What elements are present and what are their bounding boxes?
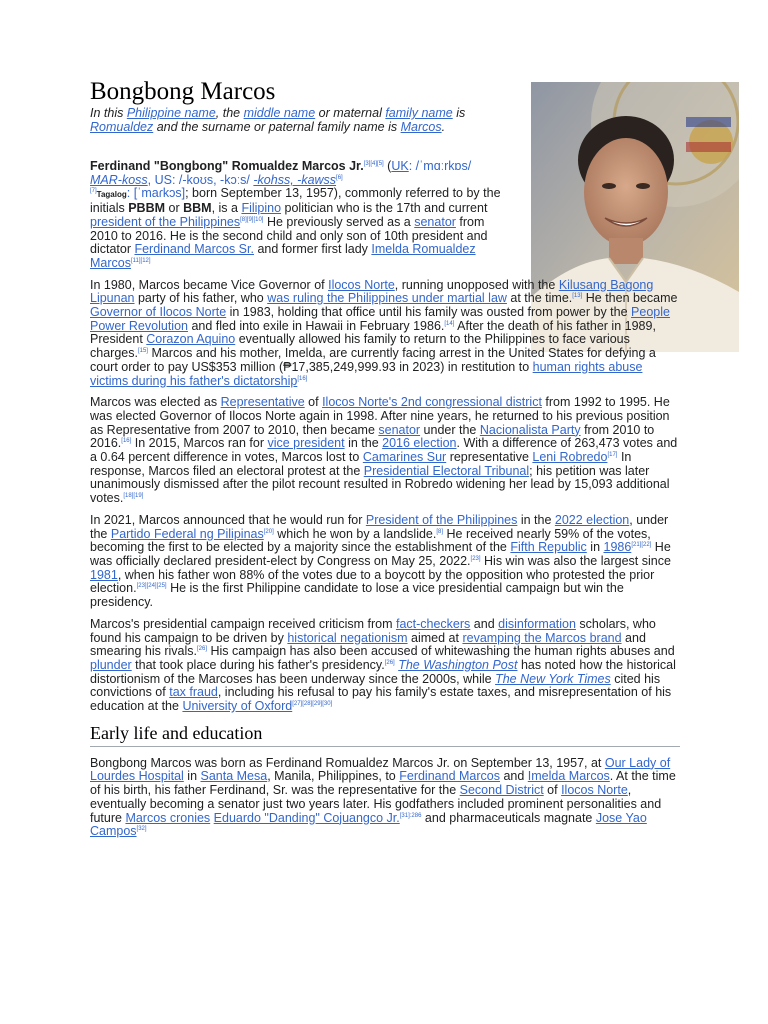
link[interactable]: senator xyxy=(378,422,421,437)
citation[interactable]: [13] xyxy=(572,293,583,300)
text: . With a difference of 263,473 votes and a 0.64 percent difference in votes, Marcos lost to xyxy=(90,436,678,465)
text: Marcos and his mother, Imelda, are currently facing arrest in the United States for defying a court order to pay US$353 million (₱17,385,249,999.93 in 2023) in restitution to xyxy=(90,346,656,374)
text: He then became xyxy=(582,291,678,306)
link[interactable]: Santa Mesa xyxy=(200,769,268,784)
text: in xyxy=(183,769,201,784)
text: at the time. xyxy=(506,291,573,306)
text: in the xyxy=(344,436,383,451)
text: , Manila, Philippines, to xyxy=(267,769,400,784)
text: representative xyxy=(446,450,533,465)
initials: PBBM xyxy=(128,201,166,216)
link[interactable]: plunder xyxy=(90,657,132,672)
link-romualdez[interactable]: Romualdez xyxy=(90,120,154,134)
citation[interactable]: [21][22] xyxy=(631,542,652,549)
text: and xyxy=(470,616,499,631)
text: and fled into exile in Hawaii in February 1986. xyxy=(187,318,445,333)
link[interactable]: Marcos cronies xyxy=(125,810,211,825)
link-middle-name[interactable]: middle name xyxy=(243,106,316,120)
text: from 1992 to 1995. He was elected Governor of Ilocos Norte again in 1998. After nine years, he returned to his previous position as Representative from 2007 to 2010, then became xyxy=(90,395,670,437)
text: from 2010 to 2016. xyxy=(90,422,655,451)
text: , eventually becoming a senator just two years later. His godfathers included prominent personalities and future xyxy=(90,783,662,825)
link[interactable]: Jose Yao Campos xyxy=(90,810,647,839)
link-marcos[interactable]: Marcos xyxy=(400,120,442,134)
link[interactable]: Nacionalista Party xyxy=(479,422,581,437)
link[interactable]: Presidential Electoral Tribunal xyxy=(363,463,530,478)
link[interactable]: Ilocos Norte's 2nd congressional district xyxy=(322,395,542,410)
text: politician who is the 17th and current xyxy=(281,201,488,216)
respelling[interactable]: -kohss, -kawss xyxy=(253,172,337,187)
link-ferdinand-marcos-sr[interactable]: Ferdinand Marcos Sr. xyxy=(134,242,254,257)
text: , running unopposed with the xyxy=(394,277,559,292)
text: and smearing his rivals. xyxy=(90,630,646,659)
citation[interactable]: [26] xyxy=(384,659,395,666)
initials: BBM xyxy=(183,201,212,216)
citation[interactable]: [6] xyxy=(336,174,343,181)
text: ( xyxy=(383,159,392,173)
text: He is the first Philippine candidate to lose a vice presidential campaign but win the presidency. xyxy=(90,581,624,610)
pronunciation[interactable]: , US: /-koʊs, -kɔːs/ xyxy=(147,172,254,187)
link[interactable]: 2016 election xyxy=(382,436,457,451)
link[interactable]: human rights abuse victims during his father's dictatorship xyxy=(90,359,643,388)
link-filipino[interactable]: Filipino xyxy=(241,201,282,216)
text: Marcos was elected as xyxy=(90,395,221,410)
citation[interactable]: [18][19] xyxy=(123,493,144,500)
citation[interactable]: [8][9][10] xyxy=(240,216,264,223)
text: , when his father won 88% of the votes due to a boycott by the opposition who protested the prior election. xyxy=(90,567,655,596)
link[interactable]: revamping the Marcos brand xyxy=(462,630,622,645)
link-president[interactable]: president of the Philippines xyxy=(90,214,241,229)
citation[interactable]: [16] xyxy=(121,438,132,445)
link[interactable]: Ferdinand Marcos xyxy=(399,769,500,784)
text: , under the xyxy=(90,512,669,541)
hatnote xyxy=(90,106,470,134)
pronunciation[interactable]: : /ˈmɑːrkɒs/ xyxy=(408,159,472,173)
citation[interactable]: [17] xyxy=(607,451,618,458)
article-body xyxy=(90,78,680,847)
citation[interactable]: [5] xyxy=(377,160,384,167)
text: in xyxy=(586,540,604,555)
citation[interactable]: [3][4] xyxy=(363,160,378,167)
text: party of his father, who xyxy=(134,291,268,306)
text: in 1983, holding that office until his family was ousted from power by the xyxy=(226,305,632,320)
respelling[interactable]: MAR-koss xyxy=(90,172,148,187)
text: . At the time of his birth, his father Ferdinand, Sr. was the representative for the xyxy=(90,769,676,798)
link-family-name[interactable]: family name xyxy=(385,106,453,120)
text: of xyxy=(304,395,323,410)
text: He was officially declared president-elect by Congress on May 25, 2022. xyxy=(90,540,671,568)
paragraph-4 xyxy=(90,514,680,610)
text: that took place during his father's presidency. xyxy=(131,657,385,672)
paragraph-5 xyxy=(90,618,680,714)
citation[interactable]: [26] xyxy=(196,646,207,653)
link[interactable]: Leni Robredo xyxy=(532,450,608,465)
link[interactable]: President of the Philippines xyxy=(365,512,518,527)
link[interactable]: University of Oxford xyxy=(182,699,293,714)
citation[interactable]: [23][24][25] xyxy=(136,583,167,590)
text: He received nearly 59% of the votes, becoming the first to be elected by a majority since the establishment of the xyxy=(90,526,651,555)
link-senator[interactable]: senator xyxy=(414,214,456,229)
citation[interactable]: [32] xyxy=(136,826,147,833)
citation[interactable]: [15] xyxy=(137,347,148,354)
text: and former first lady xyxy=(253,242,372,257)
text: He previously served as a xyxy=(263,214,415,229)
text: has noted how the historical distortionism of the Marcoses has been underway since the 2000s, while xyxy=(90,657,676,686)
link[interactable]: disinformation xyxy=(498,616,576,631)
link[interactable]: Representative xyxy=(220,395,305,410)
hatnote-text: and the surname or paternal family name is xyxy=(153,120,401,134)
link-imelda[interactable]: Imelda Romualdez Marcos xyxy=(90,242,476,270)
hatnote-text: or maternal xyxy=(315,106,386,120)
link[interactable]: Second District xyxy=(459,783,544,798)
text: ; his petition was later unanimously dismissed after the pilot recount resulted in Robredo widening her lead by 15,093 additional votes. xyxy=(90,463,670,506)
text: In 2015, Marcos ran for xyxy=(131,436,268,451)
citation[interactable]: [16] xyxy=(297,375,308,382)
citation[interactable]: [14] xyxy=(444,320,455,327)
text: or xyxy=(165,201,184,216)
link[interactable]: Ilocos Norte xyxy=(328,277,395,292)
subject-name: Ferdinand "Bongbong" Romualdez Marcos Jr. xyxy=(90,159,364,173)
text: aimed at xyxy=(407,630,463,645)
text: In response, Marcos filed an electoral protest at the xyxy=(90,450,632,478)
section-paragraph xyxy=(90,757,680,839)
link[interactable]: Imelda Marcos xyxy=(527,769,610,784)
page-title: Bongbong Marcos xyxy=(90,78,276,105)
text: scholars, who found his campaign to be driven by xyxy=(90,616,656,645)
tagalog-label xyxy=(97,190,127,199)
link[interactable]: 1986 xyxy=(603,540,632,555)
hatnote-text: , the xyxy=(215,106,244,120)
link-uk[interactable]: UK xyxy=(391,159,409,173)
text: Marcos's presidential campaign received criticism from xyxy=(90,616,396,631)
link[interactable]: fact-checkers xyxy=(395,616,471,631)
link[interactable]: The New York Times xyxy=(495,671,611,686)
text: After the death of his father in 1989, President xyxy=(90,318,656,347)
text: , including his refusal to pay his family's estate taxes, and misrepresentation of his education at the xyxy=(90,685,672,714)
text: Bongbong Marcos was born as Ferdinand Romualdez Marcos Jr. on September 13, 1957, at xyxy=(90,755,605,770)
link[interactable]: tax fraud xyxy=(169,685,218,700)
text: ; born September 13, 1957), commonly referred to by the initials xyxy=(90,186,501,216)
hatnote-text: . xyxy=(441,120,446,134)
citation[interactable]: [20] xyxy=(263,528,274,535)
link[interactable]: The Washington Post xyxy=(398,657,518,672)
text: which he won by a landslide. xyxy=(273,526,437,541)
text: of xyxy=(543,783,562,798)
text: eventually allowed his family to return to the Philippines to face various charges. xyxy=(90,332,630,361)
link[interactable]: historical negationism xyxy=(287,630,408,645)
text: under the xyxy=(420,422,480,437)
link[interactable]: People Power Revolution xyxy=(90,305,670,333)
citation[interactable]: [23] xyxy=(470,555,481,562)
text: and pharmaceuticals magnate xyxy=(421,810,596,825)
text: and xyxy=(499,769,528,784)
citation[interactable]: [7] xyxy=(90,188,97,195)
paragraph-2 xyxy=(90,279,680,389)
hatnote-text: is xyxy=(452,106,466,120)
tagalog-label-text: Tagalog xyxy=(96,190,127,200)
link[interactable]: Corazon Aquino xyxy=(146,332,236,347)
link[interactable]: Governor of Ilocos Norte xyxy=(90,305,227,320)
hatnote-text: In this xyxy=(90,106,127,120)
citation[interactable]: [11][12] xyxy=(130,257,151,264)
link[interactable]: 2022 election xyxy=(554,512,630,527)
link[interactable]: Ilocos Norte xyxy=(561,783,628,798)
tagalog-pronunciation[interactable]: : [ˈmaɾkɔs] xyxy=(126,186,186,201)
text: from 2010 to 2016. He is the second child and only son of 10th president and dictator xyxy=(90,214,488,257)
text: in the xyxy=(517,512,555,527)
link[interactable]: vice president xyxy=(267,436,345,451)
link[interactable]: Partido Federal ng Pilipinas xyxy=(110,526,264,541)
paragraph-3 xyxy=(90,396,680,506)
text: His campaign has also been accused of whitewashing the human rights abuses and xyxy=(207,644,675,659)
lead-paragraph xyxy=(90,160,502,271)
text: In 1980, Marcos became Vice Governor of xyxy=(90,277,329,292)
link[interactable]: Camarines Sur xyxy=(362,450,447,465)
link-philippine-name[interactable]: Philippine name xyxy=(126,106,216,120)
link[interactable]: 1981 xyxy=(90,567,118,582)
section-heading: Early life and education xyxy=(90,722,680,747)
text: His win was also the largest since xyxy=(480,553,671,568)
text: cited his convictions of xyxy=(90,671,661,700)
link[interactable]: Fifth Republic xyxy=(510,540,587,555)
link[interactable]: Kilusang Bagong Lipunan xyxy=(90,277,654,306)
link[interactable]: was ruling the Philippines under martial law xyxy=(267,291,507,306)
citation[interactable]: [27][28][29][30] xyxy=(292,700,333,707)
text: In 2021, Marcos announced that he would run for xyxy=(90,512,366,527)
link[interactable]: Eduardo "Danding" Cojuangco Jr. xyxy=(213,810,400,825)
citation[interactable]: [8] xyxy=(436,528,444,535)
text: , is a xyxy=(211,201,242,216)
link[interactable]: Our Lady of Lourdes Hospital xyxy=(90,755,671,784)
citation[interactable]: [31]:286 xyxy=(399,812,422,819)
